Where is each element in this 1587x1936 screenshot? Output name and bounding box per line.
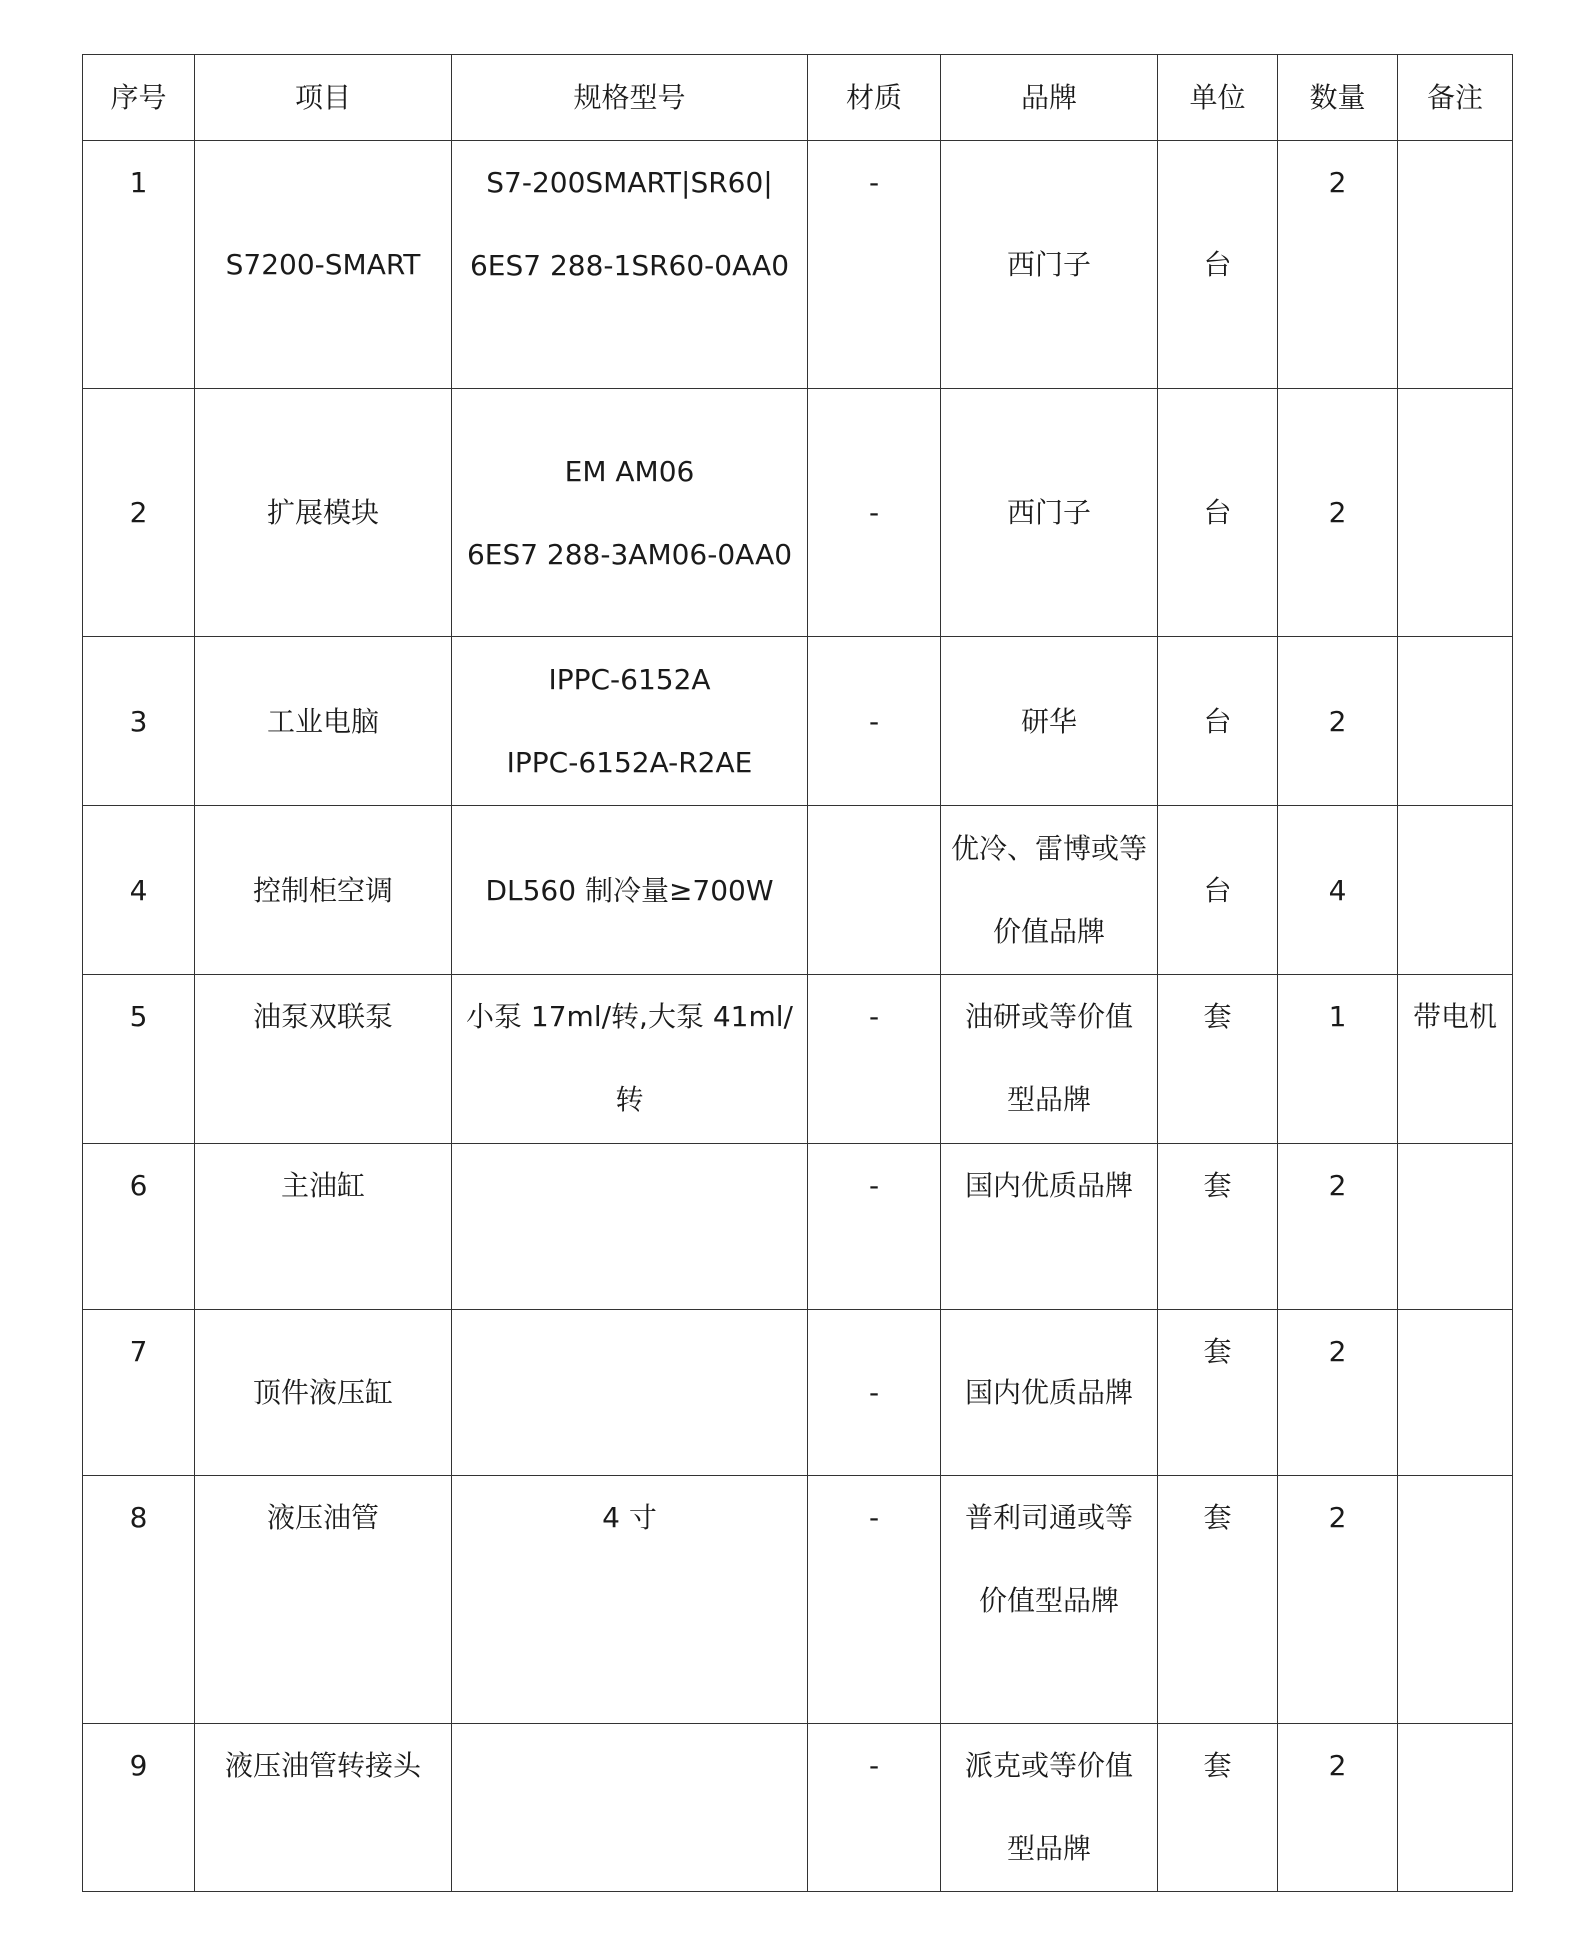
- cell-remark: 带电机: [1398, 975, 1513, 1144]
- cell-remark: [1398, 637, 1513, 806]
- cell-index: 2: [83, 389, 195, 637]
- header-brand: 品牌: [941, 55, 1158, 141]
- spec-line: IPPC-6152A: [548, 663, 711, 696]
- spec-line: 6ES7 288-3AM06-0AA0: [466, 537, 793, 571]
- cell-material: -: [808, 975, 941, 1144]
- cell-brand: [941, 1724, 1158, 1892]
- cell-item: 工业电脑: [195, 637, 452, 806]
- cell-spec: [452, 1144, 808, 1310]
- spec-line: S7-200SMART|SR60|: [486, 166, 773, 199]
- cell-index: 5: [83, 975, 195, 1144]
- header-index: 序号: [83, 55, 195, 141]
- cell-item: 控制柜空调: [195, 806, 452, 975]
- spec-line: 转: [615, 1083, 644, 1116]
- cell-brand: [941, 1310, 1158, 1476]
- cell-unit: 套: [1158, 1310, 1278, 1476]
- cell-quantity: 2: [1278, 1144, 1398, 1310]
- cell-index: 7: [83, 1310, 195, 1476]
- table-row: [83, 1476, 1513, 1724]
- table-row: [83, 1144, 1513, 1310]
- cell-item: 液压油管转接头: [195, 1724, 452, 1892]
- cell-quantity: 1: [1278, 975, 1398, 1144]
- cell-material: [808, 806, 941, 975]
- cell-item: 液压油管: [195, 1476, 452, 1724]
- cell-remark: [1398, 1310, 1513, 1476]
- cell-material: -: [808, 1144, 941, 1310]
- cell-spec: [452, 141, 808, 389]
- header-material: 材质: [808, 55, 941, 141]
- table-row: [83, 637, 1513, 806]
- cell-brand: [941, 389, 1158, 637]
- cell-index: 9: [83, 1724, 195, 1892]
- brand-line: 西门子: [1006, 248, 1091, 281]
- cell-material: -: [808, 1310, 941, 1476]
- brand-line: 普利司通或等: [964, 1501, 1133, 1534]
- cell-item: S7200-SMART: [195, 141, 452, 389]
- cell-unit: 套: [1158, 975, 1278, 1144]
- cell-material: -: [808, 1476, 941, 1724]
- brand-line: 派克或等价值: [964, 1749, 1133, 1782]
- cell-brand: [941, 975, 1158, 1144]
- table-row: [83, 975, 1513, 1144]
- brand-line: 价值品牌: [992, 915, 1105, 948]
- brand-line: 型品牌: [1006, 1083, 1091, 1116]
- cell-unit: 套: [1158, 1144, 1278, 1310]
- table-row: [83, 806, 1513, 975]
- cell-index: 1: [83, 141, 195, 389]
- cell-quantity: 4: [1278, 806, 1398, 975]
- table-row: [83, 1724, 1513, 1892]
- cell-quantity: 2: [1278, 389, 1398, 637]
- brand-line: 优冷、雷博或等: [950, 832, 1147, 865]
- cell-brand: [941, 1144, 1158, 1310]
- table-row: [83, 389, 1513, 637]
- cell-index: 3: [83, 637, 195, 806]
- cell-material: -: [808, 1724, 941, 1892]
- spec-table: [82, 54, 1513, 1892]
- cell-brand: [941, 1476, 1158, 1724]
- cell-unit: 台: [1158, 637, 1278, 806]
- cell-index: 8: [83, 1476, 195, 1724]
- cell-spec: [452, 1476, 808, 1724]
- cell-quantity: 2: [1278, 1476, 1398, 1724]
- brand-line: 价值型品牌: [978, 1584, 1119, 1617]
- table-row: [83, 1310, 1513, 1476]
- spec-line: 4 寸: [602, 1501, 657, 1534]
- spec-line: 小泵 17ml/转,大泵 41ml/: [466, 1000, 793, 1033]
- cell-index: 6: [83, 1144, 195, 1310]
- cell-remark: [1398, 1476, 1513, 1724]
- cell-item: 顶件液压缸: [195, 1310, 452, 1476]
- spec-line: EM AM06: [564, 454, 695, 488]
- header-quantity: 数量: [1278, 55, 1398, 141]
- cell-unit: 台: [1158, 389, 1278, 637]
- cell-material: -: [808, 389, 941, 637]
- brand-line: 油研或等价值: [964, 1000, 1133, 1033]
- cell-quantity: 2: [1278, 141, 1398, 389]
- brand-line: 国内优质品牌: [964, 1376, 1133, 1409]
- cell-brand: [941, 806, 1158, 975]
- cell-unit: 套: [1158, 1724, 1278, 1892]
- cell-spec: [452, 637, 808, 806]
- spec-line: 6ES7 288-1SR60-0AA0: [469, 249, 790, 282]
- brand-line: 国内优质品牌: [964, 1169, 1133, 1202]
- cell-spec: [452, 389, 808, 637]
- cell-index: 4: [83, 806, 195, 975]
- cell-spec: [452, 1724, 808, 1892]
- brand-line: 研华: [1020, 704, 1077, 738]
- header-unit: 单位: [1158, 55, 1278, 141]
- table-row: [83, 141, 1513, 389]
- cell-spec: [452, 806, 808, 975]
- cell-unit: 台: [1158, 141, 1278, 389]
- cell-remark: [1398, 389, 1513, 637]
- cell-quantity: 2: [1278, 1724, 1398, 1892]
- header-remark: 备注: [1398, 55, 1513, 141]
- cell-unit: 套: [1158, 1476, 1278, 1724]
- spec-line: IPPC-6152A-R2AE: [506, 746, 753, 779]
- header-row: [83, 55, 1513, 141]
- cell-remark: [1398, 1724, 1513, 1892]
- cell-spec: [452, 975, 808, 1144]
- header-spec: 规格型号: [452, 55, 808, 141]
- brand-line: 西门子: [1006, 496, 1091, 529]
- cell-quantity: 2: [1278, 1310, 1398, 1476]
- cell-material: -: [808, 637, 941, 806]
- cell-quantity: 2: [1278, 637, 1398, 806]
- cell-item: 油泵双联泵: [195, 975, 452, 1144]
- cell-remark: [1398, 141, 1513, 389]
- header-item: 项目: [195, 55, 452, 141]
- cell-brand: [941, 141, 1158, 389]
- cell-spec: [452, 1310, 808, 1476]
- brand-line: 型品牌: [1006, 1832, 1091, 1865]
- cell-item: 主油缸: [195, 1144, 452, 1310]
- cell-material: -: [808, 141, 941, 389]
- spec-line: DL560 制冷量≥700W: [485, 873, 774, 907]
- cell-brand: [941, 637, 1158, 806]
- cell-remark: [1398, 806, 1513, 975]
- cell-item: 扩展模块: [195, 389, 452, 637]
- cell-remark: [1398, 1144, 1513, 1310]
- cell-unit: 台: [1158, 806, 1278, 975]
